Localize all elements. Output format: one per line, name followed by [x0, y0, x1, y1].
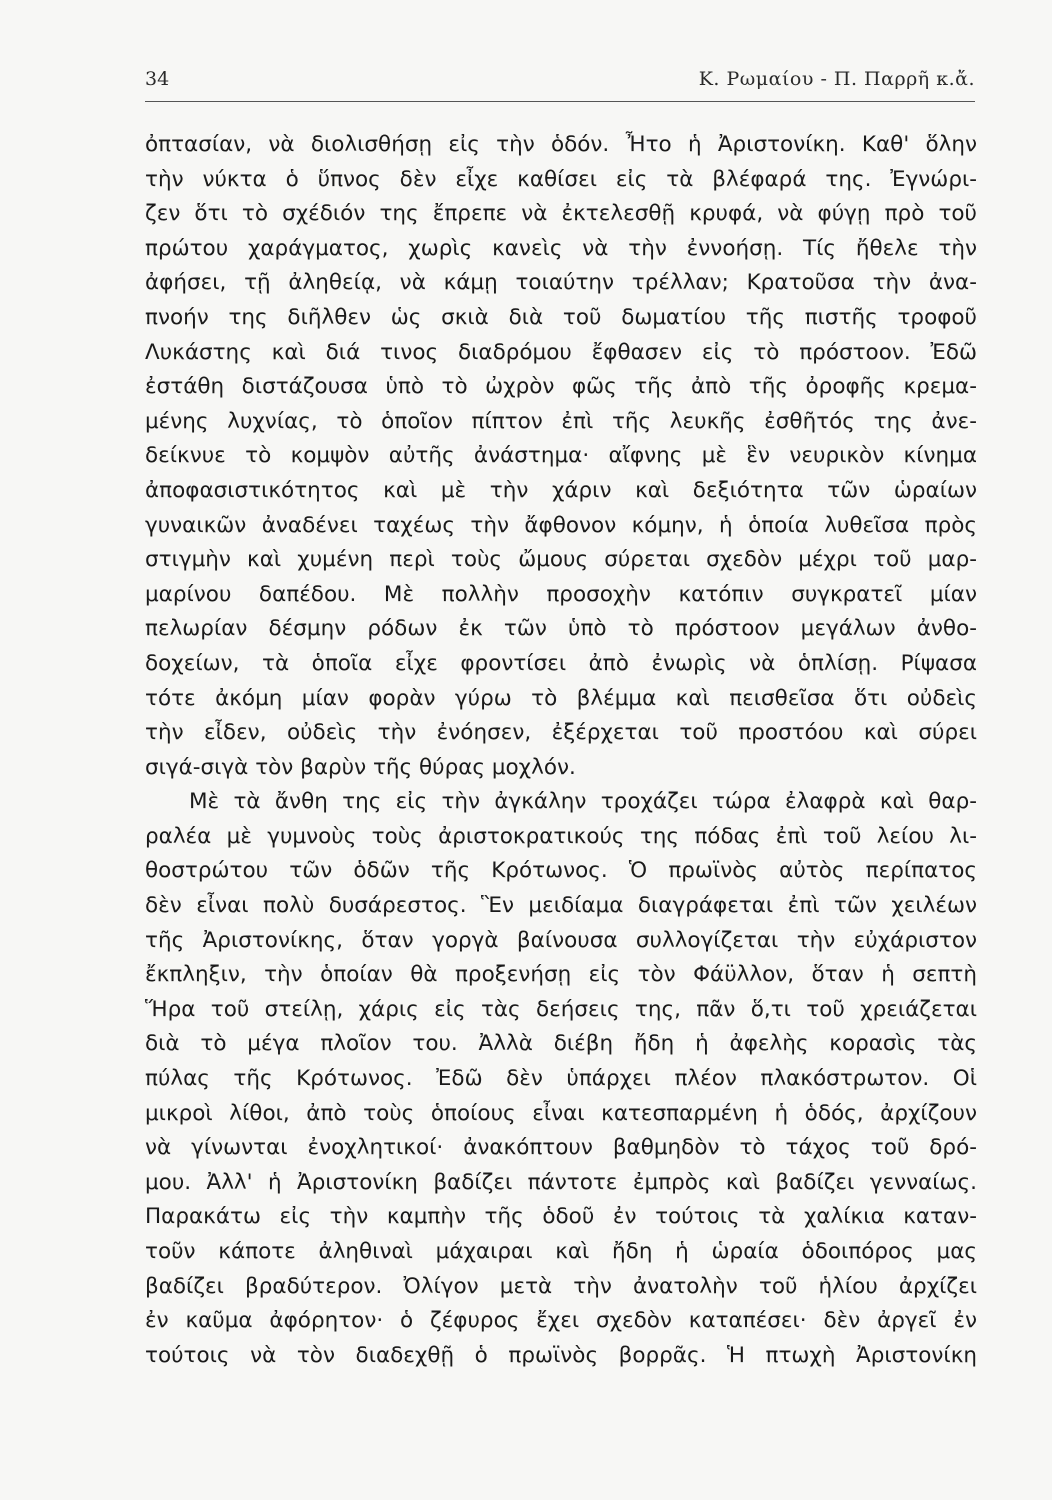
text-line: Λυκάστης καὶ διά τινος διαδρόμου ἔφθασεν εἰς τὸ πρόστοον. Ἐδῶ	[145, 339, 977, 365]
text-line: πρώτου χαράγματος, χωρὶς κανεὶς νὰ τὴν ἐννοήσῃ. Τίς ἤθελε τὴν	[145, 235, 977, 261]
text-line: θοστρώτου τῶν ὁδῶν τῆς Κρότωνος. Ὁ πρωϊνὸς αὐτὸς περίπατος	[145, 858, 977, 884]
text-line: ἐν καῦμα ἀφόρητον· ὁ ζέφυρος ἔχει σχεδὸν καταπέσει· δὲν ἀργεῖ ἐν	[145, 1308, 977, 1334]
text-line: πύλας τῆς Κρότωνος. Ἐδῶ δὲν ὑπάρχει πλέον πλακόστρωτον. Οἱ	[145, 1066, 977, 1092]
running-head: Κ. Ρωμαίου - Π. Παρρῆ κ.ἄ.	[698, 68, 975, 90]
text-line: ἔκπληξιν, τὴν ὁποίαν θὰ προξενήσῃ εἰς τὸν Φάϋλλον, ὅταν ἡ σεπτὴ	[145, 962, 977, 988]
text-line: Μὲ τὰ ἄνθη της εἰς τὴν ἀγκάλην τροχάζει τώρα ἐλαφρὰ καὶ θαρ-	[189, 789, 977, 815]
page-header	[145, 68, 975, 98]
text-line: Ἥρα τοῦ στείλῃ, χάρις εἰς τὰς δεήσεις της, πᾶν ὅ,τι τοῦ χρειάζεται	[145, 996, 977, 1022]
text-line: πελωρίαν δέσμην ρόδων ἐκ τῶν ὑπὸ τὸ πρόστοον μεγάλων ἀνθο-	[145, 616, 977, 642]
paragraph-2	[145, 785, 977, 1373]
text-line: ραλέα μὲ γυμνοὺς τοὺς ἀριστοκρατικούς της πόδας ἐπὶ τοῦ λείου λι-	[145, 823, 977, 849]
text-line: βαδίζει βραδύτερον. Ὀλίγον μετὰ τὴν ἀνατολὴν τοῦ ἡλίου ἀρχίζει	[145, 1273, 977, 1299]
text-line: τοῦν κάποτε ἀληθιναὶ μάχαιραι καὶ ἤδη ἡ ὡραία ὁδοιπόρος μας	[145, 1239, 977, 1264]
text-line: σιγά-σιγὰ τὸν βαρὺν τῆς θύρας μοχλόν.	[145, 754, 576, 780]
text-line: δείκνυε τὸ κομψὸν αὐτῆς ἀνάστημα· αἴφνης μὲ ἓν νευρικὸν κίνημα	[145, 443, 977, 469]
text-line: νὰ γίνωνται ἐνοχλητικοί· ἀνακόπτουν βαθμηδὸν τὸ τάχος τοῦ δρό-	[145, 1135, 977, 1161]
text-line: μένης λυχνίας, τὸ ὁποῖον πίπτον ἐπὶ τῆς λευκῆς ἐσθῆτός της ἀνε-	[145, 408, 977, 434]
text-line: δοχείων, τὰ ὁποῖα εἶχε φροντίσει ἀπὸ ἐνωρὶς νὰ ὁπλίσῃ. Ρίψασα	[145, 650, 977, 676]
text-line: Παρακάτω εἰς τὴν καμπὴν τῆς ὁδοῦ ἐν τούτοις τὰ χαλίκια καταν-	[145, 1204, 977, 1230]
text-line: γυναικῶν ἀναδένει ταχέως τὴν ἄφθονον κόμην, ἡ ὁποία λυθεῖσα πρὸς	[145, 512, 977, 538]
text-line: ἀποφασιστικότητος καὶ μὲ τὴν χάριν καὶ δεξιότητα τῶν ὡραίων	[145, 477, 977, 503]
page-number: 34	[145, 68, 170, 90]
text-line: ἀφήσει, τῇ ἀληθείᾳ, νὰ κάμῃ τοιαύτην τρέλλαν; Κρατοῦσα τὴν ἀνα-	[145, 270, 977, 296]
text-line: πνοήν της διῆλθεν ὡς σκιὰ διὰ τοῦ δωματίου τῆς πιστῆς τροφοῦ	[145, 304, 977, 330]
text-line: ὀπτασίαν, νὰ διολισθήσῃ εἰς τὴν ὁδόν. Ἦτο ἡ Ἀριστονίκη. Καθ' ὅλην	[145, 132, 977, 157]
text-line: τότε ἀκόμη μίαν φορὰν γύρω τὸ βλέμμα καὶ πεισθεῖσα ὅτι οὐδεὶς	[145, 685, 977, 711]
text-line: δὲν εἶναι πολὺ δυσάρεστος. Ἓν μειδίαμα διαγράφεται ἐπὶ τῶν χειλέων	[145, 893, 977, 919]
paragraph-1	[145, 128, 977, 785]
text-line: τὴν νύκτα ὁ ὕπνος δὲν εἶχε καθίσει εἰς τὰ βλέφαρά της. Ἐγνώρι-	[145, 166, 977, 192]
text-line: τῆς Ἀριστονίκης, ὅταν γοργὰ βαίνουσα συλλογίζεται τὴν εὐχάριστον	[145, 927, 977, 953]
body-text	[145, 128, 977, 1373]
text-line: τὴν εἶδεν, οὐδεὶς τὴν ἐνόησεν, ἐξέρχεται τοῦ προστόου καὶ σύρει	[145, 720, 977, 746]
text-line: ἐστάθη διστάζουσα ὑπὸ τὸ ὠχρὸν φῶς τῆς ἀπὸ τῆς ὀροφῆς κρεμα-	[145, 374, 977, 400]
text-line: ζεν ὅτι τὸ σχέδιόν της ἔπρεπε νὰ ἐκτελεσθῇ κρυφά, νὰ φύγῃ πρὸ τοῦ	[145, 201, 977, 227]
header-rule	[145, 101, 975, 102]
text-line: μαρίνου δαπέδου. Μὲ πολλὴν προσοχὴν κατόπιν συγκρατεῖ μίαν	[145, 581, 977, 607]
text-line: διὰ τὸ μέγα πλοῖον του. Ἀλλὰ διέβη ἤδη ἡ ἀφελὴς κορασὶς τὰς	[145, 1031, 977, 1057]
text-line: στιγμὴν καὶ χυμένη περὶ τοὺς ὤμους σύρεται σχεδὸν μέχρι τοῦ μαρ-	[145, 547, 977, 573]
text-line: μου. Ἀλλ' ἡ Ἀριστονίκη βαδίζει πάντοτε ἐμπρὸς καὶ βαδίζει γενναίως.	[145, 1169, 977, 1195]
text-line: μικροὶ λίθοι, ἀπὸ τοὺς ὁποίους εἶναι κατεσπαρμένη ἡ ὁδός, ἀρχίζουν	[145, 1100, 977, 1126]
text-line: τούτοις νὰ τὸν διαδεχθῇ ὁ πρωϊνὸς βορρᾶς. Ἡ πτωχὴ Ἀριστονίκη	[145, 1342, 977, 1368]
